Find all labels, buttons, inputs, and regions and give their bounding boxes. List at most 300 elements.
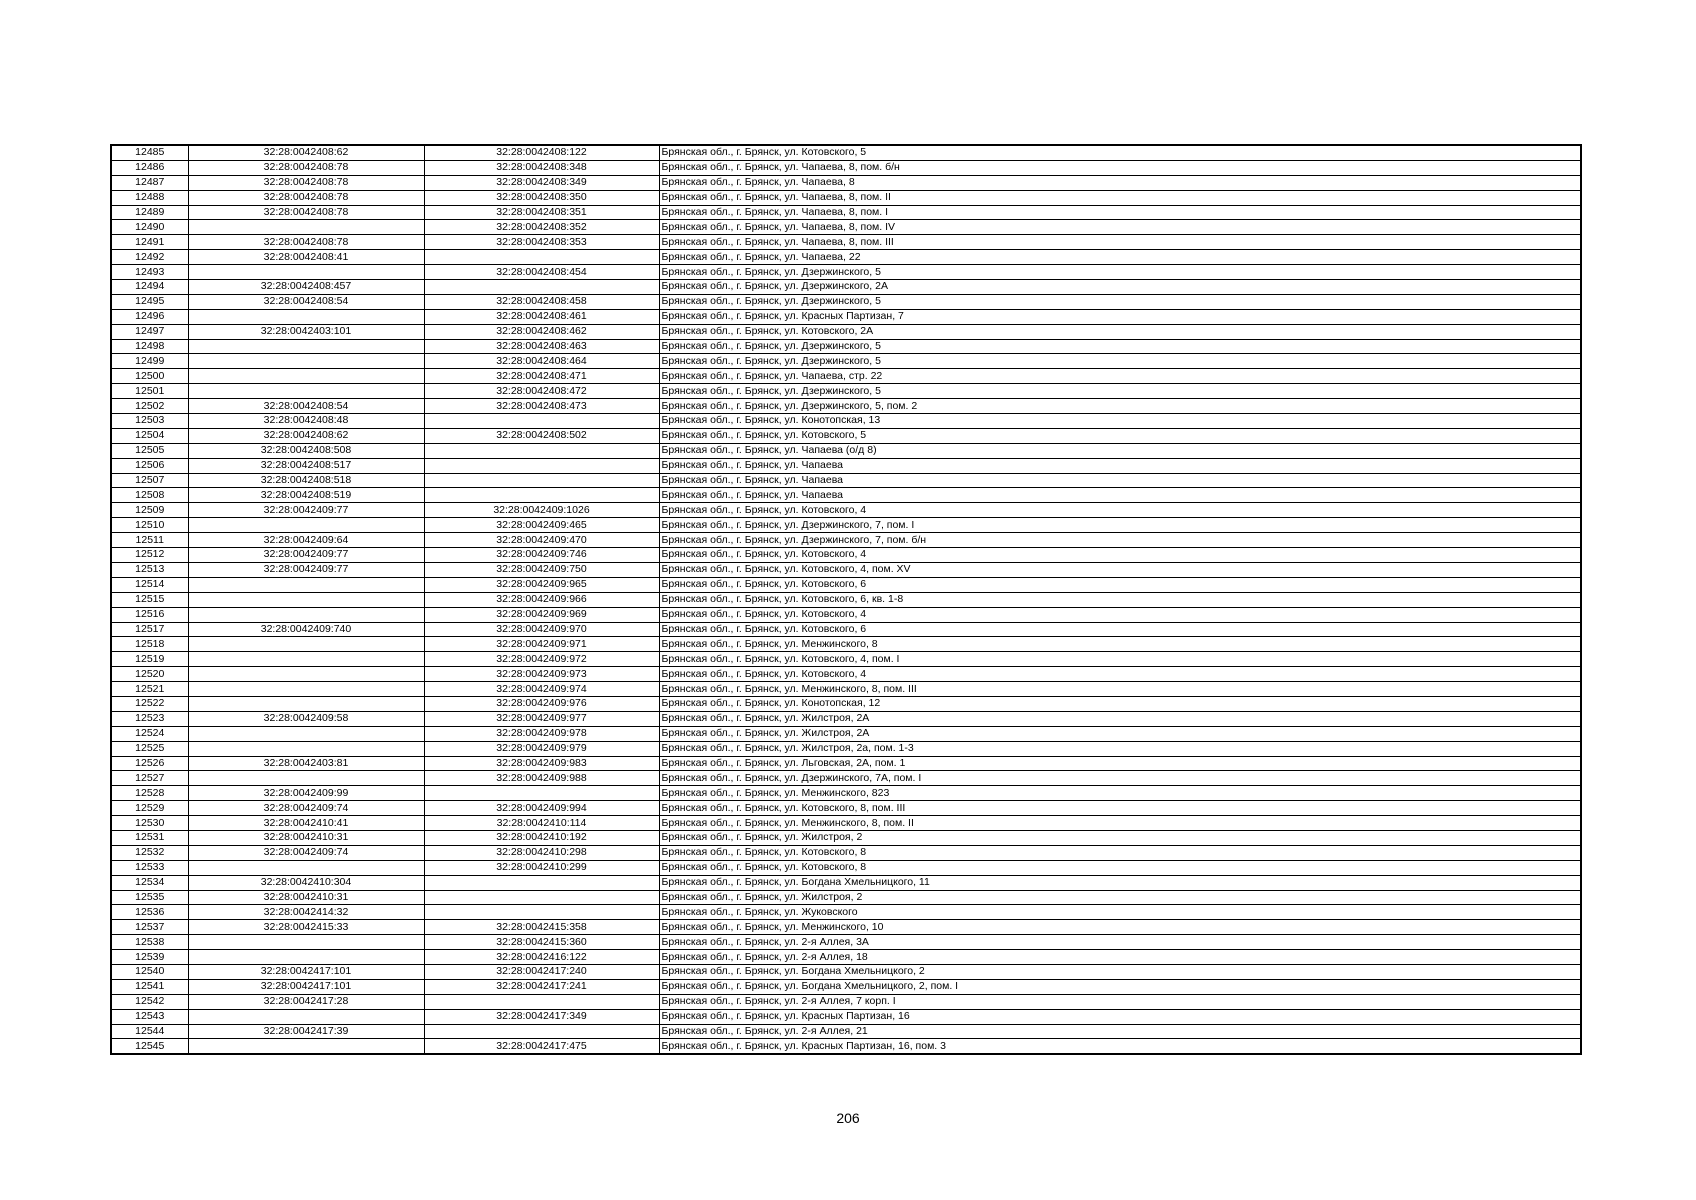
table-row (111, 354, 1581, 369)
address-cell: Брянская обл., г. Брянск, ул. Менжинского, 8 (659, 637, 1581, 652)
table-row (111, 756, 1581, 771)
address-cell: Брянская обл., г. Брянск, ул. Котовского, 6, кв. 1-8 (659, 592, 1581, 607)
object-number-cell: 32:28:0042409:977 (424, 711, 659, 726)
row-number-cell: 12524 (111, 726, 188, 741)
table-row (111, 935, 1581, 950)
address-cell: Брянская обл., г. Брянск, ул. Жилстроя, 2А (659, 711, 1581, 726)
table-row (111, 369, 1581, 384)
address-cell: Брянская обл., г. Брянск, ул. Дзержинского, 5 (659, 339, 1581, 354)
address-cell: Брянская обл., г. Брянск, ул. Дзержинского, 5 (659, 354, 1581, 369)
address-cell: Брянская обл., г. Брянск, ул. Чапаева (о/д 8) (659, 443, 1581, 458)
address-cell: Брянская обл., г. Брянск, ул. Котовского, 4, пом. XV (659, 562, 1581, 577)
address-cell: Брянская обл., г. Брянск, ул. Дзержинского, 5, пом. 2 (659, 399, 1581, 414)
parcel-number-cell: 32:28:0042408:41 (188, 250, 424, 265)
address-cell: Брянская обл., г. Брянск, ул. 2-я Аллея, 21 (659, 1024, 1581, 1039)
parcel-number-cell: 32:28:0042417:101 (188, 964, 424, 979)
parcel-number-cell: 32:28:0042409:74 (188, 845, 424, 860)
table-row (111, 845, 1581, 860)
row-number-cell: 12488 (111, 190, 188, 205)
table-row (111, 265, 1581, 280)
object-number-cell: 32:28:0042409:750 (424, 562, 659, 577)
object-number-cell: 32:28:0042408:473 (424, 399, 659, 414)
row-number-cell: 12499 (111, 354, 188, 369)
parcel-number-cell: 32:28:0042409:74 (188, 801, 424, 816)
object-number-cell: 32:28:0042409:983 (424, 756, 659, 771)
object-number-cell: 32:28:0042417:241 (424, 979, 659, 994)
table-row (111, 309, 1581, 324)
parcel-number-cell: 32:28:0042408:508 (188, 443, 424, 458)
table-row (111, 562, 1581, 577)
row-number-cell: 12531 (111, 830, 188, 845)
address-cell: Брянская обл., г. Брянск, ул. Менжинского, 8, пом. III (659, 682, 1581, 697)
page-number: 206 (836, 1110, 860, 1126)
address-cell: Брянская обл., г. Брянск, ул. Богдана Хмельницкого, 11 (659, 875, 1581, 890)
address-cell: Брянская обл., г. Брянск, ул. Котовского, 5 (659, 428, 1581, 443)
object-number-cell (424, 890, 659, 905)
address-cell: Брянская обл., г. Брянск, ул. Менжинского, 823 (659, 786, 1581, 801)
address-cell: Брянская обл., г. Брянск, ул. Котовского, 6 (659, 577, 1581, 592)
table-row (111, 667, 1581, 682)
table-row (111, 1039, 1581, 1054)
row-number-cell: 12505 (111, 443, 188, 458)
object-number-cell: 32:28:0042417:240 (424, 964, 659, 979)
row-number-cell: 12508 (111, 488, 188, 503)
object-number-cell: 32:28:0042408:352 (424, 220, 659, 235)
address-cell: Брянская обл., г. Брянск, ул. Богдана Хмельницкого, 2 (659, 964, 1581, 979)
table-row (111, 905, 1581, 920)
parcel-number-cell (188, 339, 424, 354)
row-number-cell: 12485 (111, 145, 188, 160)
table-row (111, 324, 1581, 339)
row-number-cell: 12486 (111, 160, 188, 175)
parcel-number-cell (188, 369, 424, 384)
parcel-number-cell: 32:28:0042409:77 (188, 548, 424, 563)
row-number-cell: 12491 (111, 235, 188, 250)
table-row (111, 443, 1581, 458)
row-number-cell: 12532 (111, 845, 188, 860)
table-row (111, 860, 1581, 875)
table-row (111, 577, 1581, 592)
object-number-cell (424, 250, 659, 265)
row-number-cell: 12503 (111, 414, 188, 429)
parcel-number-cell (188, 592, 424, 607)
table-row (111, 1024, 1581, 1039)
object-number-cell: 32:28:0042409:746 (424, 548, 659, 563)
object-number-cell: 32:28:0042409:978 (424, 726, 659, 741)
table-row (111, 175, 1581, 190)
parcel-number-cell (188, 950, 424, 965)
row-number-cell: 12527 (111, 771, 188, 786)
address-cell: Брянская обл., г. Брянск, ул. Чапаева (659, 488, 1581, 503)
object-number-cell: 32:28:0042408:471 (424, 369, 659, 384)
table-row (111, 190, 1581, 205)
row-number-cell: 12511 (111, 533, 188, 548)
parcel-number-cell (188, 652, 424, 667)
parcel-number-cell (188, 265, 424, 280)
address-cell: Брянская обл., г. Брянск, ул. Жилстроя, 2а, пом. 1-3 (659, 741, 1581, 756)
table-row (111, 741, 1581, 756)
object-number-cell: 32:28:0042417:475 (424, 1039, 659, 1054)
table-row (111, 488, 1581, 503)
parcel-number-cell: 32:28:0042417:39 (188, 1024, 424, 1039)
parcel-number-cell (188, 577, 424, 592)
row-number-cell: 12504 (111, 428, 188, 443)
table-row (111, 384, 1581, 399)
object-number-cell: 32:28:0042408:461 (424, 309, 659, 324)
records-table (110, 144, 1582, 1055)
row-number-cell: 12510 (111, 518, 188, 533)
object-number-cell (424, 414, 659, 429)
row-number-cell: 12534 (111, 875, 188, 890)
parcel-number-cell: 32:28:0042417:101 (188, 979, 424, 994)
address-cell: Брянская обл., г. Брянск, ул. Жилстроя, 2 (659, 830, 1581, 845)
table-row (111, 786, 1581, 801)
row-number-cell: 12536 (111, 905, 188, 920)
row-number-cell: 12544 (111, 1024, 188, 1039)
table-row (111, 830, 1581, 845)
address-cell: Брянская обл., г. Брянск, ул. Дзержинского, 5 (659, 294, 1581, 309)
object-number-cell: 32:28:0042416:122 (424, 950, 659, 965)
row-number-cell: 12501 (111, 384, 188, 399)
object-number-cell: 32:28:0042409:965 (424, 577, 659, 592)
table-row (111, 801, 1581, 816)
object-number-cell: 32:28:0042408:348 (424, 160, 659, 175)
parcel-number-cell (188, 1039, 424, 1054)
table-row (111, 816, 1581, 831)
row-number-cell: 12529 (111, 801, 188, 816)
parcel-number-cell: 32:28:0042403:101 (188, 324, 424, 339)
parcel-number-cell: 32:28:0042409:77 (188, 562, 424, 577)
table-row (111, 696, 1581, 711)
parcel-number-cell: 32:28:0042410:31 (188, 890, 424, 905)
parcel-number-cell: 32:28:0042408:518 (188, 473, 424, 488)
row-number-cell: 12518 (111, 637, 188, 652)
parcel-number-cell: 32:28:0042414:32 (188, 905, 424, 920)
parcel-number-cell: 32:28:0042408:62 (188, 428, 424, 443)
parcel-number-cell: 32:28:0042408:457 (188, 280, 424, 295)
row-number-cell: 12495 (111, 294, 188, 309)
address-cell: Брянская обл., г. Брянск, ул. Жилстроя, 2 (659, 890, 1581, 905)
row-number-cell: 12490 (111, 220, 188, 235)
object-number-cell: 32:28:0042408:472 (424, 384, 659, 399)
parcel-number-cell (188, 667, 424, 682)
address-cell: Брянская обл., г. Брянск, ул. Конотопская, 12 (659, 696, 1581, 711)
object-number-cell: 32:28:0042410:298 (424, 845, 659, 860)
address-cell: Брянская обл., г. Брянск, ул. 2-я Аллея, 7 корп. I (659, 994, 1581, 1009)
parcel-number-cell: 32:28:0042410:41 (188, 816, 424, 831)
parcel-number-cell (188, 860, 424, 875)
object-number-cell (424, 905, 659, 920)
table-row (111, 920, 1581, 935)
parcel-number-cell (188, 354, 424, 369)
address-cell: Брянская обл., г. Брянск, ул. 2-я Аллея, 18 (659, 950, 1581, 965)
object-number-cell: 32:28:0042409:470 (424, 533, 659, 548)
address-cell: Брянская обл., г. Брянск, ул. Котовского, 8 (659, 845, 1581, 860)
address-cell: Брянская обл., г. Брянск, ул. Менжинского, 8, пом. II (659, 816, 1581, 831)
address-cell: Брянская обл., г. Брянск, ул. Чапаева, 8, пом. II (659, 190, 1581, 205)
address-cell: Брянская обл., г. Брянск, ул. Котовского, 2А (659, 324, 1581, 339)
object-number-cell (424, 1024, 659, 1039)
object-number-cell: 32:28:0042417:349 (424, 1009, 659, 1024)
object-number-cell: 32:28:0042409:966 (424, 592, 659, 607)
object-number-cell: 32:28:0042408:502 (424, 428, 659, 443)
object-number-cell: 32:28:0042408:463 (424, 339, 659, 354)
address-cell: Брянская обл., г. Брянск, ул. Красных Партизан, 16, пом. 3 (659, 1039, 1581, 1054)
row-number-cell: 12541 (111, 979, 188, 994)
row-number-cell: 12520 (111, 667, 188, 682)
object-number-cell: 32:28:0042409:972 (424, 652, 659, 667)
table-row (111, 548, 1581, 563)
row-number-cell: 12528 (111, 786, 188, 801)
table-row (111, 220, 1581, 235)
address-cell: Брянская обл., г. Брянск, ул. Льговская, 2А, пом. 1 (659, 756, 1581, 771)
table-row (111, 1009, 1581, 1024)
row-number-cell: 12500 (111, 369, 188, 384)
object-number-cell: 32:28:0042415:360 (424, 935, 659, 950)
row-number-cell: 12540 (111, 964, 188, 979)
parcel-number-cell: 32:28:0042409:58 (188, 711, 424, 726)
address-cell: Брянская обл., г. Брянск, ул. Чапаева, стр. 22 (659, 369, 1581, 384)
address-cell: Брянская обл., г. Брянск, ул. Чапаева, 22 (659, 250, 1581, 265)
object-number-cell: 32:28:0042408:458 (424, 294, 659, 309)
parcel-number-cell: 32:28:0042408:517 (188, 458, 424, 473)
object-number-cell: 32:28:0042408:349 (424, 175, 659, 190)
table-row (111, 250, 1581, 265)
row-number-cell: 12539 (111, 950, 188, 965)
object-number-cell: 32:28:0042408:454 (424, 265, 659, 280)
table-row (111, 294, 1581, 309)
object-number-cell: 32:28:0042409:1026 (424, 503, 659, 518)
table-row (111, 235, 1581, 250)
parcel-number-cell: 32:28:0042403:81 (188, 756, 424, 771)
object-number-cell (424, 473, 659, 488)
parcel-number-cell (188, 309, 424, 324)
object-number-cell: 32:28:0042410:114 (424, 816, 659, 831)
parcel-number-cell (188, 607, 424, 622)
parcel-number-cell: 32:28:0042410:31 (188, 830, 424, 845)
table-row (111, 682, 1581, 697)
address-cell: Брянская обл., г. Брянск, ул. Дзержинского, 5 (659, 265, 1581, 280)
object-number-cell: 32:28:0042408:350 (424, 190, 659, 205)
address-cell: Брянская обл., г. Брянск, ул. Дзержинского, 7, пом. I (659, 518, 1581, 533)
table-row (111, 533, 1581, 548)
parcel-number-cell: 32:28:0042409:740 (188, 622, 424, 637)
table-row (111, 399, 1581, 414)
object-number-cell (424, 280, 659, 295)
row-number-cell: 12493 (111, 265, 188, 280)
object-number-cell (424, 458, 659, 473)
object-number-cell: 32:28:0042408:351 (424, 205, 659, 220)
address-cell: Брянская обл., г. Брянск, ул. Жуковского (659, 905, 1581, 920)
address-cell: Брянская обл., г. Брянск, ул. Чапаева, 8, пом. IV (659, 220, 1581, 235)
parcel-number-cell: 32:28:0042408:78 (188, 190, 424, 205)
row-number-cell: 12497 (111, 324, 188, 339)
row-number-cell: 12515 (111, 592, 188, 607)
parcel-number-cell: 32:28:0042410:304 (188, 875, 424, 890)
table-row (111, 339, 1581, 354)
address-cell: Брянская обл., г. Брянск, ул. Чапаева, 8 (659, 175, 1581, 190)
address-cell: Брянская обл., г. Брянск, ул. Чапаева (659, 458, 1581, 473)
address-cell: Брянская обл., г. Брянск, ул. Котовского, 4, пом. I (659, 652, 1581, 667)
address-cell: Брянская обл., г. Брянск, ул. Котовского, 6 (659, 622, 1581, 637)
address-cell: Брянская обл., г. Брянск, ул. Красных Партизан, 16 (659, 1009, 1581, 1024)
row-number-cell: 12517 (111, 622, 188, 637)
table-row (111, 637, 1581, 652)
address-cell: Брянская обл., г. Брянск, ул. 2-я Аллея, 3А (659, 935, 1581, 950)
parcel-number-cell (188, 741, 424, 756)
address-cell: Брянская обл., г. Брянск, ул. Конотопская, 13 (659, 414, 1581, 429)
parcel-number-cell: 32:28:0042408:78 (188, 235, 424, 250)
object-number-cell: 32:28:0042409:976 (424, 696, 659, 711)
object-number-cell (424, 786, 659, 801)
row-number-cell: 12509 (111, 503, 188, 518)
address-cell: Брянская обл., г. Брянск, ул. Котовского, 8, пом. III (659, 801, 1581, 816)
parcel-number-cell: 32:28:0042417:28 (188, 994, 424, 1009)
object-number-cell: 32:28:0042409:988 (424, 771, 659, 786)
table-row (111, 771, 1581, 786)
row-number-cell: 12542 (111, 994, 188, 1009)
address-cell: Брянская обл., г. Брянск, ул. Менжинского, 10 (659, 920, 1581, 935)
parcel-number-cell: 32:28:0042409:99 (188, 786, 424, 801)
object-number-cell (424, 875, 659, 890)
parcel-number-cell: 32:28:0042408:78 (188, 160, 424, 175)
address-cell: Брянская обл., г. Брянск, ул. Дзержинского, 5 (659, 384, 1581, 399)
parcel-number-cell: 32:28:0042408:54 (188, 399, 424, 414)
address-cell: Брянская обл., г. Брянск, ул. Чапаева (659, 473, 1581, 488)
table-row (111, 458, 1581, 473)
row-number-cell: 12502 (111, 399, 188, 414)
address-cell: Брянская обл., г. Брянск, ул. Чапаева, 8, пом. I (659, 205, 1581, 220)
object-number-cell: 32:28:0042415:358 (424, 920, 659, 935)
parcel-number-cell: 32:28:0042408:519 (188, 488, 424, 503)
parcel-number-cell: 32:28:0042415:33 (188, 920, 424, 935)
table-row (111, 711, 1581, 726)
parcel-number-cell: 32:28:0042408:54 (188, 294, 424, 309)
table-row (111, 503, 1581, 518)
table-row (111, 622, 1581, 637)
parcel-number-cell: 32:28:0042409:64 (188, 533, 424, 548)
parcel-number-cell: 32:28:0042409:77 (188, 503, 424, 518)
row-number-cell: 12492 (111, 250, 188, 265)
row-number-cell: 12522 (111, 696, 188, 711)
address-cell: Брянская обл., г. Брянск, ул. Дзержинского, 7А, пом. I (659, 771, 1581, 786)
address-cell: Брянская обл., г. Брянск, ул. Дзержинского, 7, пом. б/н (659, 533, 1581, 548)
parcel-number-cell: 32:28:0042408:78 (188, 175, 424, 190)
table-row (111, 280, 1581, 295)
table-row (111, 145, 1581, 160)
table-row (111, 726, 1581, 741)
parcel-number-cell (188, 696, 424, 711)
parcel-number-cell (188, 726, 424, 741)
row-number-cell: 12513 (111, 562, 188, 577)
object-number-cell: 32:28:0042410:299 (424, 860, 659, 875)
parcel-number-cell (188, 220, 424, 235)
row-number-cell: 12516 (111, 607, 188, 622)
row-number-cell: 12507 (111, 473, 188, 488)
table-row (111, 994, 1581, 1009)
row-number-cell: 12538 (111, 935, 188, 950)
object-number-cell: 32:28:0042409:974 (424, 682, 659, 697)
object-number-cell (424, 443, 659, 458)
row-number-cell: 12521 (111, 682, 188, 697)
address-cell: Брянская обл., г. Брянск, ул. Котовского, 4 (659, 607, 1581, 622)
parcel-number-cell: 32:28:0042408:62 (188, 145, 424, 160)
records-table-body (111, 145, 1581, 1054)
row-number-cell: 12526 (111, 756, 188, 771)
table-row (111, 518, 1581, 533)
row-number-cell: 12489 (111, 205, 188, 220)
row-number-cell: 12535 (111, 890, 188, 905)
row-number-cell: 12543 (111, 1009, 188, 1024)
parcel-number-cell: 32:28:0042408:48 (188, 414, 424, 429)
row-number-cell: 12545 (111, 1039, 188, 1054)
parcel-number-cell (188, 637, 424, 652)
row-number-cell: 12506 (111, 458, 188, 473)
object-number-cell: 32:28:0042409:969 (424, 607, 659, 622)
row-number-cell: 12498 (111, 339, 188, 354)
table-row (111, 473, 1581, 488)
object-number-cell: 32:28:0042409:994 (424, 801, 659, 816)
address-cell: Брянская обл., г. Брянск, ул. Красных Партизан, 7 (659, 309, 1581, 324)
table-row (111, 964, 1581, 979)
row-number-cell: 12519 (111, 652, 188, 667)
address-cell: Брянская обл., г. Брянск, ул. Жилстроя, 2А (659, 726, 1581, 741)
parcel-number-cell: 32:28:0042408:78 (188, 205, 424, 220)
address-cell: Брянская обл., г. Брянск, ул. Котовского, 5 (659, 145, 1581, 160)
row-number-cell: 12512 (111, 548, 188, 563)
row-number-cell: 12525 (111, 741, 188, 756)
object-number-cell: 32:28:0042410:192 (424, 830, 659, 845)
parcel-number-cell (188, 682, 424, 697)
row-number-cell: 12533 (111, 860, 188, 875)
object-number-cell: 32:28:0042409:973 (424, 667, 659, 682)
object-number-cell: 32:28:0042408:464 (424, 354, 659, 369)
address-cell: Брянская обл., г. Брянск, ул. Котовского, 4 (659, 503, 1581, 518)
row-number-cell: 12523 (111, 711, 188, 726)
table-row (111, 428, 1581, 443)
object-number-cell (424, 994, 659, 1009)
object-number-cell (424, 488, 659, 503)
address-cell: Брянская обл., г. Брянск, ул. Котовского, 4 (659, 548, 1581, 563)
row-number-cell: 12494 (111, 280, 188, 295)
object-number-cell: 32:28:0042409:971 (424, 637, 659, 652)
table-row (111, 414, 1581, 429)
table-row (111, 875, 1581, 890)
object-number-cell: 32:28:0042408:353 (424, 235, 659, 250)
address-cell: Брянская обл., г. Брянск, ул. Дзержинского, 2А (659, 280, 1581, 295)
address-cell: Брянская обл., г. Брянск, ул. Богдана Хмельницкого, 2, пом. I (659, 979, 1581, 994)
row-number-cell: 12537 (111, 920, 188, 935)
parcel-number-cell (188, 935, 424, 950)
parcel-number-cell (188, 384, 424, 399)
parcel-number-cell (188, 1009, 424, 1024)
row-number-cell: 12514 (111, 577, 188, 592)
table-row (111, 950, 1581, 965)
address-cell: Брянская обл., г. Брянск, ул. Чапаева, 8, пом. III (659, 235, 1581, 250)
object-number-cell: 32:28:0042408:122 (424, 145, 659, 160)
address-cell: Брянская обл., г. Брянск, ул. Котовского, 4 (659, 667, 1581, 682)
parcel-number-cell (188, 518, 424, 533)
table-row (111, 607, 1581, 622)
row-number-cell: 12487 (111, 175, 188, 190)
object-number-cell: 32:28:0042409:970 (424, 622, 659, 637)
object-number-cell: 32:28:0042409:979 (424, 741, 659, 756)
address-cell: Брянская обл., г. Брянск, ул. Котовского, 8 (659, 860, 1581, 875)
table-row (111, 652, 1581, 667)
object-number-cell: 32:28:0042409:465 (424, 518, 659, 533)
table-row (111, 205, 1581, 220)
parcel-number-cell (188, 771, 424, 786)
